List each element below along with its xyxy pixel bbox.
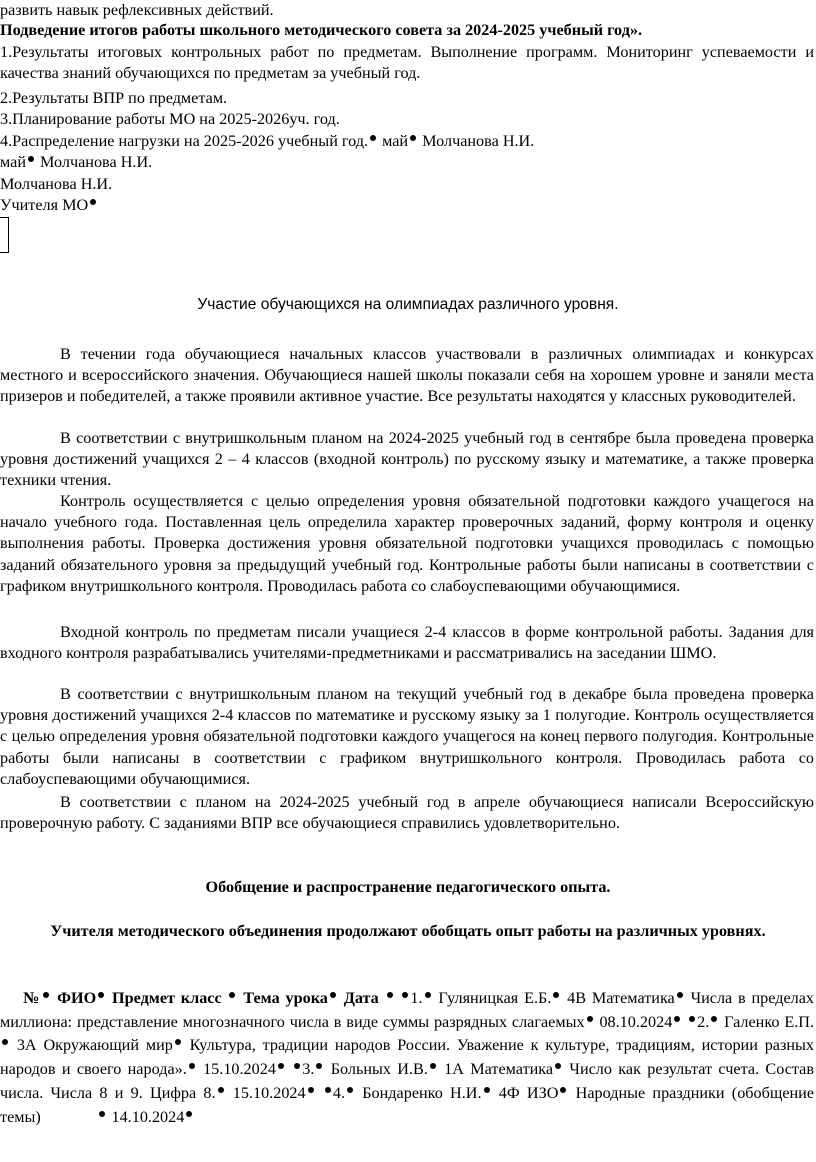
bullet-icon bbox=[430, 1063, 436, 1069]
experience-subtitle: Учителя методического объединения продолжают обобщать опыт работы на различных уровнях. bbox=[50, 922, 766, 940]
bullet-icon bbox=[90, 199, 96, 205]
bullet-icon bbox=[553, 992, 559, 998]
table-cell-num: 2. bbox=[697, 1012, 710, 1031]
table-cell-topic: Культура, традиции народов России. Уважение к культуре, традициям, истории разных народов и своего народа». bbox=[0, 1036, 814, 1079]
bullet-icon bbox=[674, 1016, 680, 1022]
bullet-icon bbox=[229, 992, 235, 998]
bullet-icon bbox=[387, 992, 393, 998]
table-header-topic: Тема урока bbox=[237, 989, 328, 1007]
bullet-icon bbox=[28, 156, 34, 162]
bullet-icon bbox=[425, 992, 431, 998]
bullet-icon bbox=[294, 1063, 300, 1069]
bullet-icon bbox=[410, 135, 416, 141]
table-cell-subject: 3А Окружающий мир bbox=[10, 1036, 173, 1055]
olympiad-paragraph-3: Контроль осуществляется с целью определения уровня обязательной подготовки каждого учащегося на начало учебного года. Поставленная цель определила характер проверочных заданий, форму контроля и оценку выполнения работы. Проверка достижения уровня обязательной подготовки учащихся проводилась с помощью заданий обязательного уровня за предыдущий учебный год. Контрольные работы были написаны в соответствии с графиком внутришкольного контроля. Проводилась работа со слабоуспевающими обучающимися. bbox=[0, 492, 814, 595]
table-cell-topic: Народные праздники (обобщение темы) bbox=[0, 1083, 815, 1126]
meeting-heading: Подведение итогов работы школьного методического совета за 2024-2025 учебный год». bbox=[0, 21, 643, 39]
intro-line: развить навык рефлексивных действий. bbox=[0, 1, 274, 19]
agenda-item-4-responsible: Молчанова Н.И. bbox=[418, 132, 535, 150]
table-header-date: Дата bbox=[337, 989, 385, 1007]
table-cell-date: 15.10.2024 bbox=[225, 1083, 306, 1102]
bullet-icon bbox=[175, 1039, 181, 1045]
bullet-icon bbox=[677, 992, 683, 998]
agenda-item-4-month: май bbox=[378, 132, 409, 150]
bullet-icon bbox=[278, 1063, 284, 1069]
bullet-icon bbox=[99, 1111, 105, 1117]
agenda-item-4 bbox=[0, 131, 534, 152]
olympiad-paragraph-1: В течении года обучающиеся начальных классов участвовали в различных олимпиадах и конкурсах местного и всероссийского значения. Обучающиеся нашей школы показали себя на хорошем уровне и заняли места призеров и победителей, а также проявили активное участие. Все результаты находятся у классных руководителей. bbox=[0, 345, 814, 406]
table-header-subject: Предмет класс bbox=[106, 989, 228, 1007]
olympiad-paragraph-2: В соответствии с внутришкольным планом на 2024-2025 учебный год в сентябре была проведена проверка уровня достижений учащихся 2 – 4 классов (входной контроль) по русскому языку и математике, а также проверка техники чтения. bbox=[0, 429, 814, 490]
bullet-icon bbox=[218, 1087, 224, 1093]
responsible-line: Молчанова Н.И. bbox=[0, 175, 113, 193]
bullet-icon bbox=[370, 135, 376, 141]
month-responsible: Молчанова Н.И. bbox=[35, 153, 153, 171]
table-cell-subject: 1А Математика bbox=[437, 1060, 554, 1079]
agenda-item-1: 1.Результаты итоговых контрольных работ по предметам. Выполнение программ. Мониторинг успеваемости и качества знаний обучающихся по предметам за учебный год. bbox=[0, 43, 814, 83]
bullet-icon bbox=[308, 1087, 314, 1093]
olympiad-title: Участие обучающихся на олимпиадах различного уровня. bbox=[197, 296, 619, 313]
table-cell-date: 14.10.2024 bbox=[107, 1107, 185, 1126]
lessons-table bbox=[0, 987, 814, 1129]
table-cell-subject: 4В Математика bbox=[561, 989, 675, 1007]
table-cell-topic: Число как результат счета. Состав числа. Числа 8 и 9. Цифра 8. bbox=[0, 1060, 814, 1102]
table-cell-fio: Гуляницкая Е.Б. bbox=[432, 989, 552, 1007]
bullet-icon bbox=[316, 1063, 322, 1069]
table-cell-subject: 4Ф ИЗО bbox=[491, 1083, 559, 1102]
table-header-num: № bbox=[23, 989, 42, 1007]
agenda-item-3: 3.Планирование работы МО на 2025-2026уч. год. bbox=[0, 110, 340, 128]
olympiad-paragraph-5: В соответствии с внутришкольным планом на текущий учебный год в декабре была проведена проверка уровня достижений учащихся 2-4 классов по математике и русскому языку за 1 полугодие. Контроль осуществляется с целью определения уровня обязательной подготовки каждого учащегося на конец первого полугодия. Контрольные работы были написаны в соответствии с графиком внутришкольного контроля. Проводилась работа со слабоуспевающими обучающимися. bbox=[0, 685, 814, 788]
table-cell-fio: Бондаренко Н.И. bbox=[355, 1083, 482, 1102]
table-cell-topic: Числа в пределах миллиона: представление многозначного числа в виде суммы разрядных слагаемых bbox=[0, 989, 814, 1031]
bullet-icon bbox=[711, 1016, 717, 1022]
bullet-icon bbox=[484, 1087, 490, 1093]
bullet-icon bbox=[98, 992, 104, 998]
table-cell-fio: Больных И.В. bbox=[324, 1060, 428, 1079]
bullet-icon bbox=[2, 1039, 8, 1045]
teachers-text: Учителя МО bbox=[0, 196, 89, 214]
bullet-icon bbox=[186, 1111, 192, 1117]
table-cell-fio: Галенко Е.П. bbox=[719, 1012, 815, 1031]
month-line bbox=[0, 152, 152, 173]
teachers-line bbox=[0, 195, 98, 216]
bullet-icon bbox=[402, 992, 408, 998]
olympiad-paragraph-6: В соответствии с планом на 2024-2025 учебный год в апреле обучающиеся написали Всероссийскую проверочную работу. С заданиями ВПР все обучающиеся справились удовлетворительно. bbox=[0, 793, 814, 833]
empty-frame bbox=[0, 217, 9, 253]
month-text: май bbox=[0, 153, 26, 171]
table-cell-num: 4. bbox=[332, 1083, 346, 1102]
table-cell-num: 1. bbox=[410, 989, 423, 1007]
bullet-icon bbox=[555, 1063, 561, 1069]
table-cell-date: 15.10.2024 bbox=[196, 1060, 276, 1079]
bullet-icon bbox=[560, 1087, 566, 1093]
agenda-item-4-text: 4.Распределение нагрузки на 2025-2026 учебный год. bbox=[0, 132, 369, 150]
table-header-fio: ФИО bbox=[51, 989, 97, 1007]
bullet-icon bbox=[587, 1016, 593, 1022]
bullet-icon bbox=[330, 992, 336, 998]
bullet-icon bbox=[689, 1016, 695, 1022]
table-cell-num: 3. bbox=[302, 1060, 315, 1079]
table-cell-date: 08.10.2024 bbox=[599, 1012, 673, 1031]
bullet-icon bbox=[189, 1063, 195, 1069]
bullet-icon bbox=[43, 992, 49, 998]
experience-title: Обобщение и распространение педагогического опыта. bbox=[205, 878, 611, 896]
bullet-icon bbox=[347, 1087, 353, 1093]
olympiad-paragraph-4: Входной контроль по предметам писали учащиеся 2-4 классов в форме контрольной работы. Задания для входного контроля разрабатывались учителями-предметниками и рассматривались на заседании ШМО. bbox=[0, 623, 814, 663]
bullet-icon bbox=[325, 1087, 331, 1093]
agenda-item-2: 2.Результаты ВПР по предметам. bbox=[0, 89, 228, 107]
